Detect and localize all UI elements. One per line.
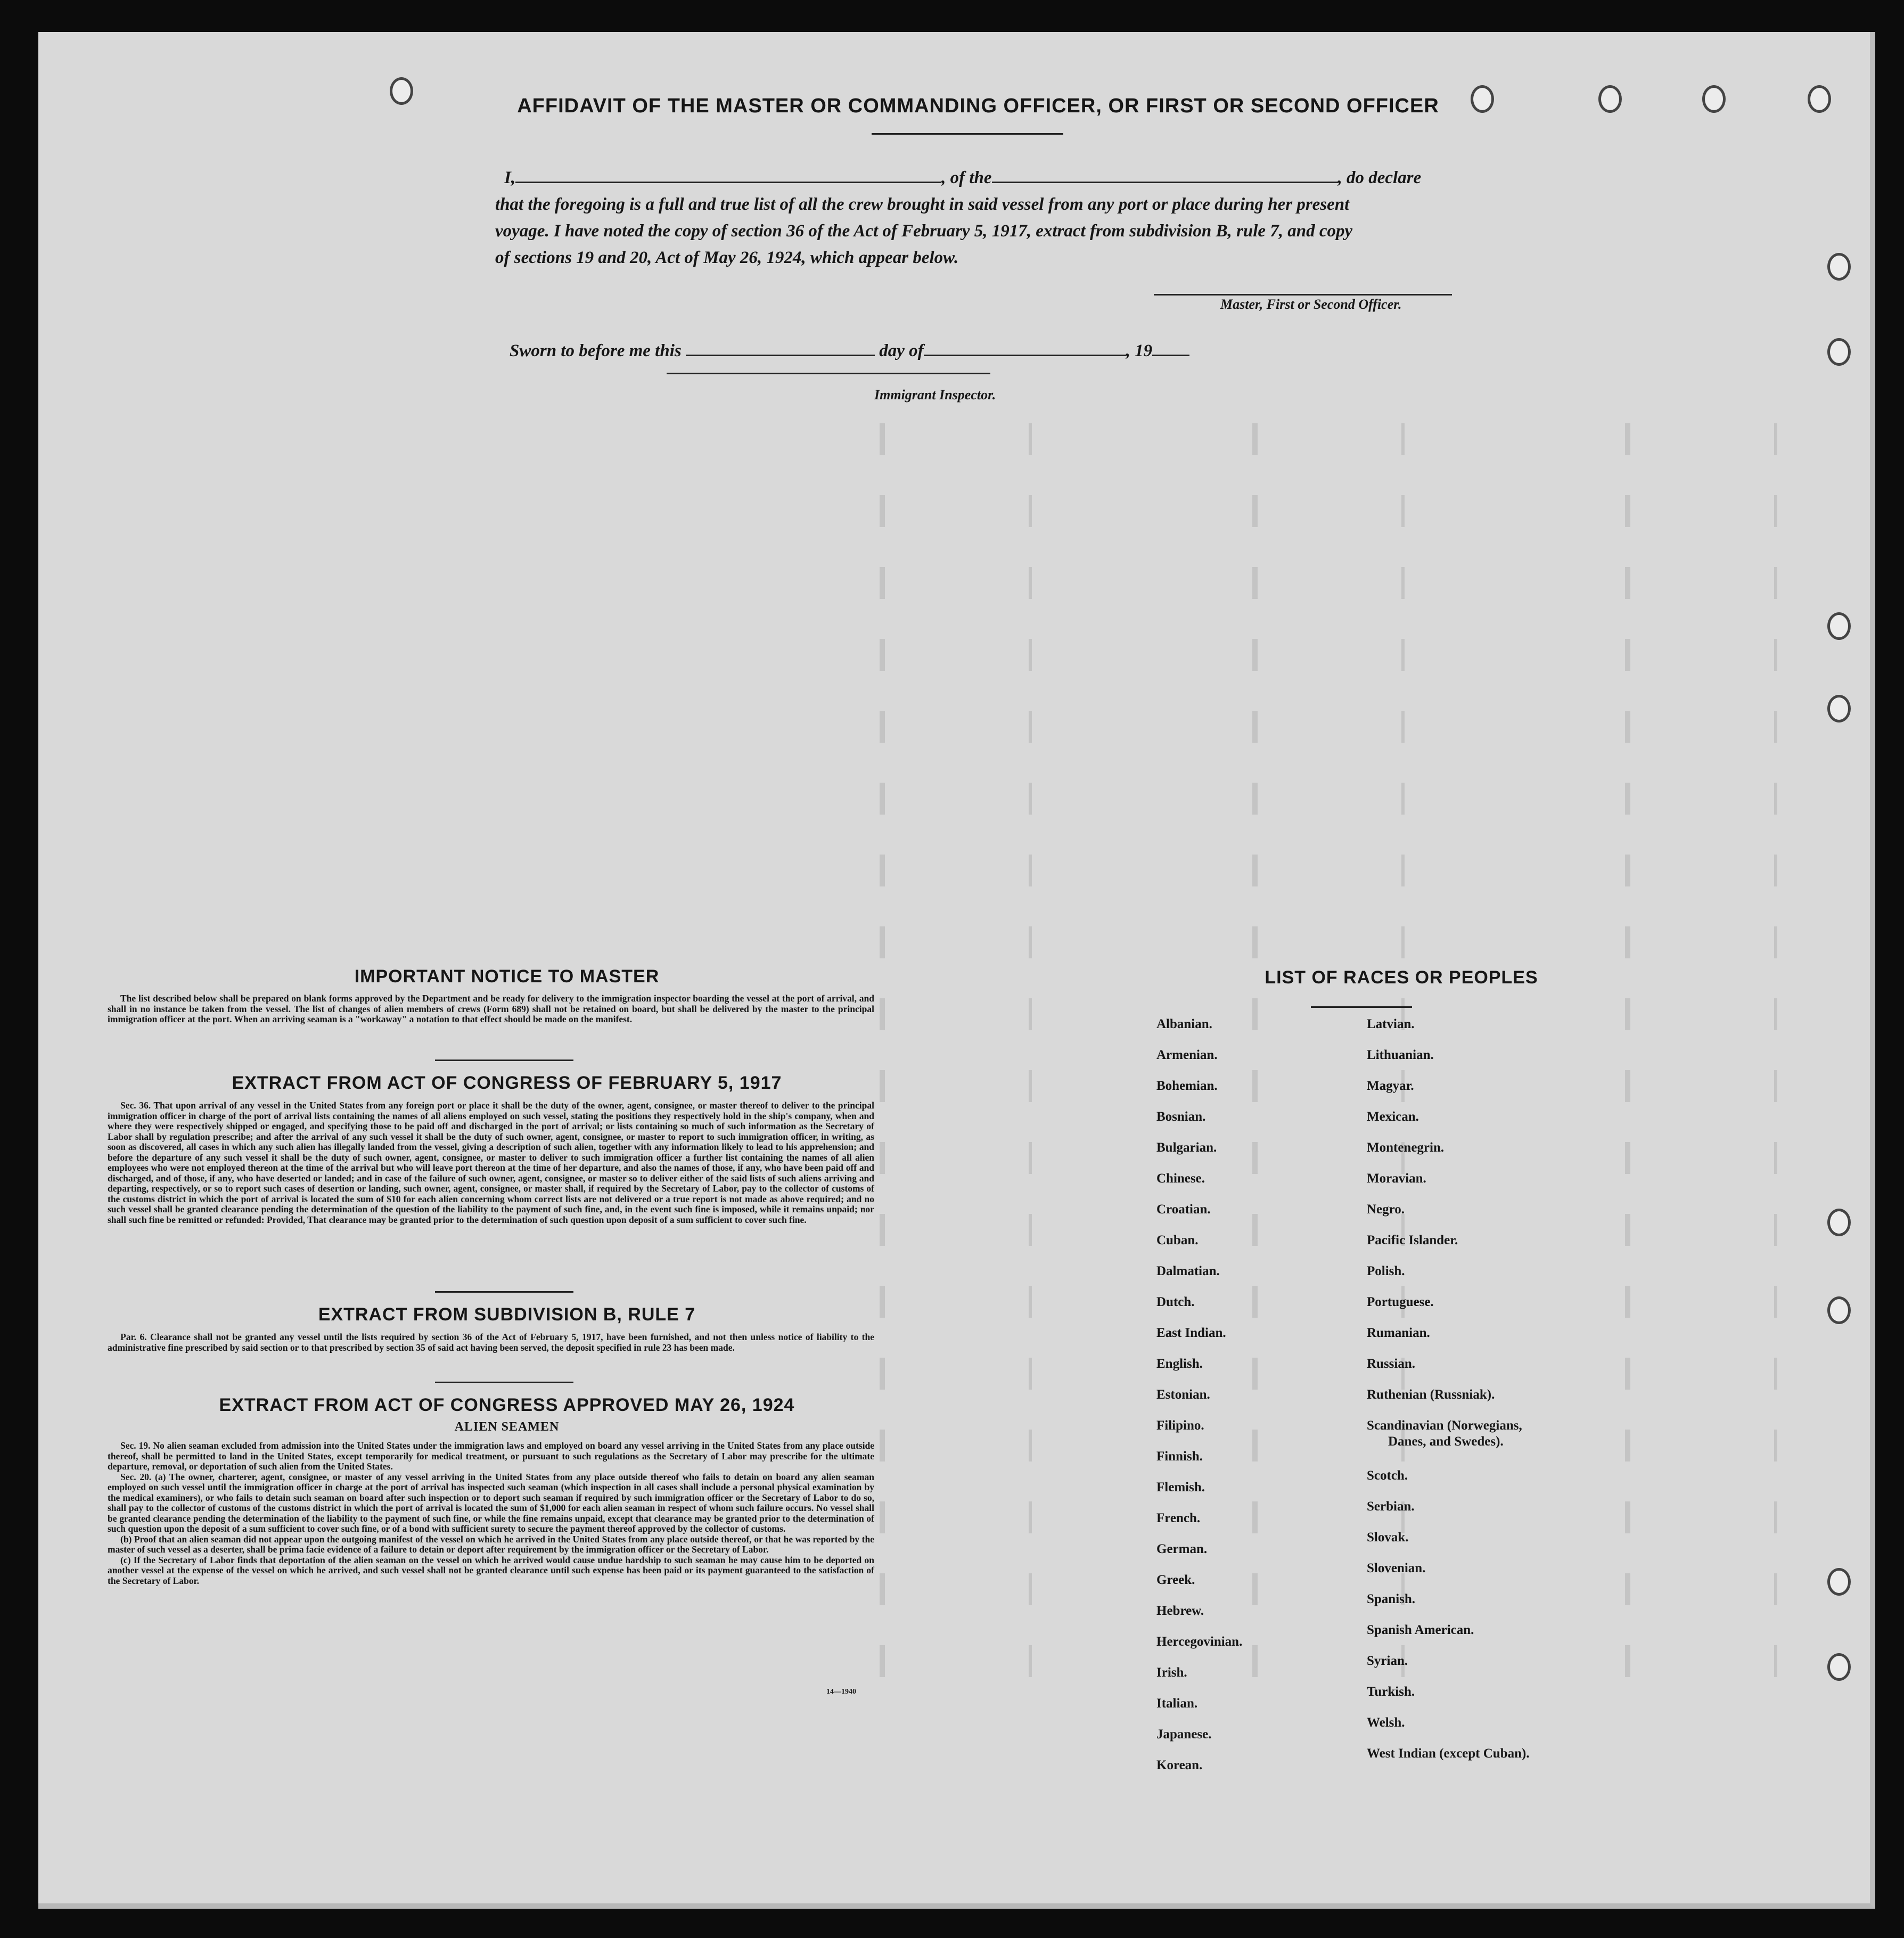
- race-item: Ruthenian (Russniak).: [1367, 1387, 1495, 1402]
- race-item: Slovenian.: [1367, 1561, 1426, 1575]
- race-item: Spanish.: [1367, 1592, 1416, 1606]
- race-item: Rumanian.: [1367, 1326, 1430, 1340]
- race-item: French.: [1156, 1511, 1201, 1525]
- race-item: Welsh.: [1367, 1715, 1405, 1730]
- race-item: Turkish.: [1367, 1685, 1415, 1699]
- inspector-label: Immigrant Inspector.: [874, 387, 996, 403]
- sworn-year-blank[interactable]: [1152, 341, 1189, 356]
- race-item: German.: [1156, 1542, 1208, 1556]
- affidavit-title: AFFIDAVIT OF THE MASTER OR COMMANDING OFFICER, OR FIRST OR SECOND OFFICER: [517, 95, 1439, 117]
- punch-hole: [1827, 695, 1851, 722]
- race-item: Spanish American.: [1367, 1623, 1474, 1637]
- race-item: Filipino.: [1156, 1418, 1204, 1433]
- sworn-prefix: Sworn to before me this: [510, 341, 682, 360]
- affidavit-i: I,: [504, 168, 516, 187]
- affidavit-line2: that the foregoing is a full and true list of all the crew brought in said vessel from any port or place during her present: [495, 195, 1350, 214]
- punch-hole: [1598, 85, 1622, 113]
- affidavit-line3: voyage. I have noted the copy of section 36 of the Act of February 5, 1917, extract from subdivision B, rule 7, and copy: [495, 221, 1353, 241]
- sworn-line: [510, 338, 1189, 364]
- punch-hole: [1702, 85, 1726, 113]
- sec19-text: Sec. 19. No alien seaman excluded from admission into the United States under the immigration laws and employed on board any vessel arriving in the United States from any place outside thereof, shall be permitted to land in the United States, except temporarily for medical treatment, or pursuant to such regulations as the Secretary of Labor may prescribe for the ultimate departure, removal, or deportation of such alien from the United States.: [108, 1440, 874, 1472]
- ghost-row: [805, 926, 1817, 958]
- extract-1917-body: [108, 1101, 874, 1225]
- race-item: Korean.: [1156, 1758, 1203, 1772]
- sec20c-text: (c) If the Secretary of Labor finds that deportation of the alien seaman on the vessel on which he arrived would cause undue hardship to such seaman he may cause him to be deported on another vessel at the expense of the vessel on which he arrived, and such vessel shall not be granted clearance until such expense has been paid or its payment guaranteed to the satisfaction of the Secretary of Labor.: [108, 1554, 874, 1586]
- race-item: Scandinavian (Norwegians,: [1367, 1418, 1522, 1433]
- race-item: Flemish.: [1156, 1480, 1205, 1494]
- extract-1917-text: Sec. 36. That upon arrival of any vessel in the United States from any foreign port or place it shall be the duty of the owner, agent, consignee, or master thereof to deliver to the principal immigration officer in charge of the port of arrival lists containing the names of all aliens employed on such vessel, stating the positions they respectively hold in the ship's company, when and where they were respectively shipped or engaged, and specifying those to be paid off and discharged in the port of arrival; or lists containing so much of such information as the Secretary of Labor shall by regulation prescribe; and after the arrival of any such vessel it shall be the duty of such owner, agent, consignee, or master to report to such immigration officer, in writing, as soon as discovered, all cases in which any such alien has illegally landed from the vessel, giving a description of such alien, together with any information likely to lead to his apprehension; and before the departure of any such vessel it shall be the duty of such owner, agent, consignee, or master to deliver to such immigration officer a further list containing the names of all alien employees who were not employed thereon at the time of the arrival but who will leave port thereon at the time of her departure, and also the names of those, if any, who have been paid off and discharged, and of those, if any, who have deserted or landed; and in case of the failure of such owner, agent, consignee, or master so to deliver either of the said lists of such aliens arriving and departing, respectively, or so to report such cases of desertion or landing, such owner, agent, consignee, or master shall, if required by the Secretary of Labor, pay to the collector of customs of the customs district in which the port of arrival is located the sum of $10 for each alien concerning whom correct lists are not delivered or a true report is not made as above required; and no such vessel shall be granted clearance pending the determination of the question of the liability to the payment of such fine, and, in the event such fine is imposed, while it remains unpaid; nor shall such fine be remitted or refunded: Provided, That clearance may be granted prior to the determination of such question upon deposit of a sum sufficient to cover such fine.: [108, 1100, 874, 1225]
- inspector-signature-line[interactable]: [667, 373, 990, 374]
- race-item: Japanese.: [1156, 1727, 1212, 1742]
- extract-1924-title: EXTRACT FROM ACT OF CONGRESS APPROVED MAY 26, 1924: [219, 1395, 795, 1415]
- sworn-year-prefix: , 19: [1126, 341, 1153, 360]
- ghost-row: [805, 495, 1817, 527]
- punch-hole: [1808, 85, 1831, 113]
- race-item: Magyar.: [1367, 1079, 1414, 1093]
- sworn-date-blank[interactable]: [686, 341, 875, 356]
- notice-body: [108, 993, 874, 1025]
- extract-rule7-text: Par. 6. Clearance shall not be granted any vessel until the lists required by section 36 of the Act of February 5, 1917, have been furnished, and not then unless notice of liability to the administrative fine prescribed by said section or to that prescribed by section 35 of said act having been served, the deposit specified in rule 23 has been made.: [108, 1332, 874, 1353]
- punch-hole: [1827, 612, 1851, 640]
- race-item: Scotch.: [1367, 1468, 1408, 1483]
- race-item: Greek.: [1156, 1573, 1195, 1587]
- affidavit-line4: of sections 19 and 20, Act of May 26, 1924, which appear below.: [495, 248, 959, 267]
- race-item: Dutch.: [1156, 1295, 1195, 1309]
- ghost-row: [805, 567, 1817, 599]
- sec20a-text: Sec. 20. (a) The owner, charterer, agent, consignee, or master of any vessel arriving in the United States from any place outside thereof who fails to detain on board any alien seaman employed on such vessel until the immigration officer in charge at the port of arrival has inspected such seaman (which inspection in all cases shall include a personal physical examination by the medical examiners), or who fails to detain such seaman on board after such inspection or to deport such seaman if required by such immigration officer or the Secretary of Labor to do so, shall pay to the collector of customs of the customs district in which the port of arrival is located the sum of $1,000 for each alien seaman in respect of whom such failure occurs. No vessel shall be granted clearance pending the determination of the liability to the payment of such fine, or while the fine remains unpaid, except that clearance may be granted prior to the determination of such question upon the deposit of a sum sufficient to cover such fine, or of a bond with sufficient surety to secure the payment thereof approved by the collector of customs.: [108, 1471, 874, 1534]
- affidavit-of-the: , of the: [941, 168, 992, 187]
- race-item: Italian.: [1156, 1696, 1198, 1711]
- punch-hole: [1827, 1568, 1851, 1596]
- punch-hole: [1827, 1296, 1851, 1324]
- extract-1917-title: EXTRACT FROM ACT OF CONGRESS OF FEBRUARY 5, 1917: [232, 1073, 782, 1093]
- race-item: Bulgarian.: [1156, 1140, 1217, 1155]
- ghost-row: [805, 639, 1817, 671]
- race-item: Serbian.: [1367, 1499, 1415, 1514]
- race-item: Croatian.: [1156, 1202, 1211, 1217]
- ghost-row: [805, 423, 1817, 455]
- race-item: English.: [1156, 1357, 1203, 1371]
- race-item: Albanian.: [1156, 1017, 1212, 1031]
- divider: [1311, 1006, 1412, 1008]
- race-item: Irish.: [1156, 1665, 1187, 1680]
- race-item: Bohemian.: [1156, 1079, 1218, 1093]
- race-item: Syrian.: [1367, 1654, 1408, 1668]
- extract-1924-body: [108, 1441, 874, 1586]
- punch-hole: [1827, 1209, 1851, 1236]
- form-number: 14—1940: [826, 1688, 856, 1696]
- sworn-day-of: day of: [879, 341, 924, 360]
- race-item: Moravian.: [1367, 1171, 1426, 1186]
- race-item: Chinese.: [1156, 1171, 1205, 1186]
- race-item: Cuban.: [1156, 1233, 1199, 1247]
- race-item: Montenegrin.: [1367, 1140, 1445, 1155]
- race-item: East Indian.: [1156, 1326, 1226, 1340]
- race-item: Lithuanian.: [1367, 1048, 1434, 1062]
- notice-text: The list described below shall be prepared on blank forms approved by the Department and be ready for delivery to the immigration inspector boarding the vessel at the port of arrival, and shall in no instance be taken from the vessel. The list of changes of alien members of crews (Form 689) shall not be retained on board, but shall be delivered by the master to the principal immigration officer at the port. When an arriving seaman is a "workaway" a notation to that effect should be made on the manifest.: [108, 993, 874, 1024]
- extract-rule7-body: [108, 1332, 874, 1353]
- race-item: Danes, and Swedes).: [1388, 1434, 1504, 1449]
- race-item: Finnish.: [1156, 1449, 1203, 1464]
- race-item: Portuguese.: [1367, 1295, 1434, 1309]
- race-item: Hebrew.: [1156, 1604, 1204, 1618]
- punch-hole: [1827, 253, 1851, 281]
- race-item: Polish.: [1367, 1264, 1405, 1278]
- affidavit-declaration-line1: [504, 165, 1558, 191]
- race-item: Russian.: [1367, 1357, 1416, 1371]
- extract-rule7-title: EXTRACT FROM SUBDIVISION B, RULE 7: [318, 1304, 696, 1325]
- signature-label: Master, First or Second Officer.: [1220, 297, 1402, 312]
- ghost-row: [805, 783, 1817, 815]
- race-item: Bosnian.: [1156, 1110, 1206, 1124]
- divider: [435, 1382, 573, 1383]
- race-item: Estonian.: [1156, 1387, 1210, 1402]
- vessel-blank-field[interactable]: [992, 166, 1338, 183]
- document-page: [38, 32, 1875, 1909]
- name-blank-field[interactable]: [515, 166, 941, 183]
- divider: [435, 1060, 573, 1061]
- races-right-column: [1367, 1017, 1665, 1842]
- race-item: Mexican.: [1367, 1110, 1419, 1124]
- race-item: West Indian (except Cuban).: [1367, 1746, 1530, 1761]
- race-item: Slovak.: [1367, 1530, 1409, 1545]
- alien-seamen-subtitle: ALIEN SEAMEN: [454, 1420, 560, 1434]
- races-left-column: [1156, 1017, 1369, 1842]
- ghost-row: [805, 711, 1817, 743]
- ghost-row: [805, 855, 1817, 886]
- races-title: LIST OF RACES OR PEOPLES: [1265, 967, 1538, 988]
- sec20b-text: (b) Proof that an alien seaman did not appear upon the outgoing manifest of the vessel on which he arrived in the United States from any place outside thereof, or that he was reported by the master of such vessel as a deserter, shall be prima facie evidence of a failure to detain or deport after requirement by the immigration officer or the Secretary of Labor.: [108, 1533, 874, 1555]
- punch-hole: [1827, 1653, 1851, 1681]
- race-item: Hercegovinian.: [1156, 1635, 1243, 1649]
- sworn-month-blank[interactable]: [924, 341, 1126, 356]
- punch-hole: [1827, 338, 1851, 366]
- race-item: Armenian.: [1156, 1048, 1218, 1062]
- race-item: Negro.: [1367, 1202, 1405, 1217]
- notice-title: IMPORTANT NOTICE TO MASTER: [354, 966, 660, 987]
- race-item: Dalmatian.: [1156, 1264, 1220, 1278]
- punch-hole: [390, 77, 413, 105]
- divider: [435, 1291, 573, 1293]
- race-item: Latvian.: [1367, 1017, 1415, 1031]
- divider: [872, 133, 1063, 135]
- race-item: Pacific Islander.: [1367, 1233, 1458, 1247]
- affidavit-declare: , do declare: [1337, 168, 1422, 187]
